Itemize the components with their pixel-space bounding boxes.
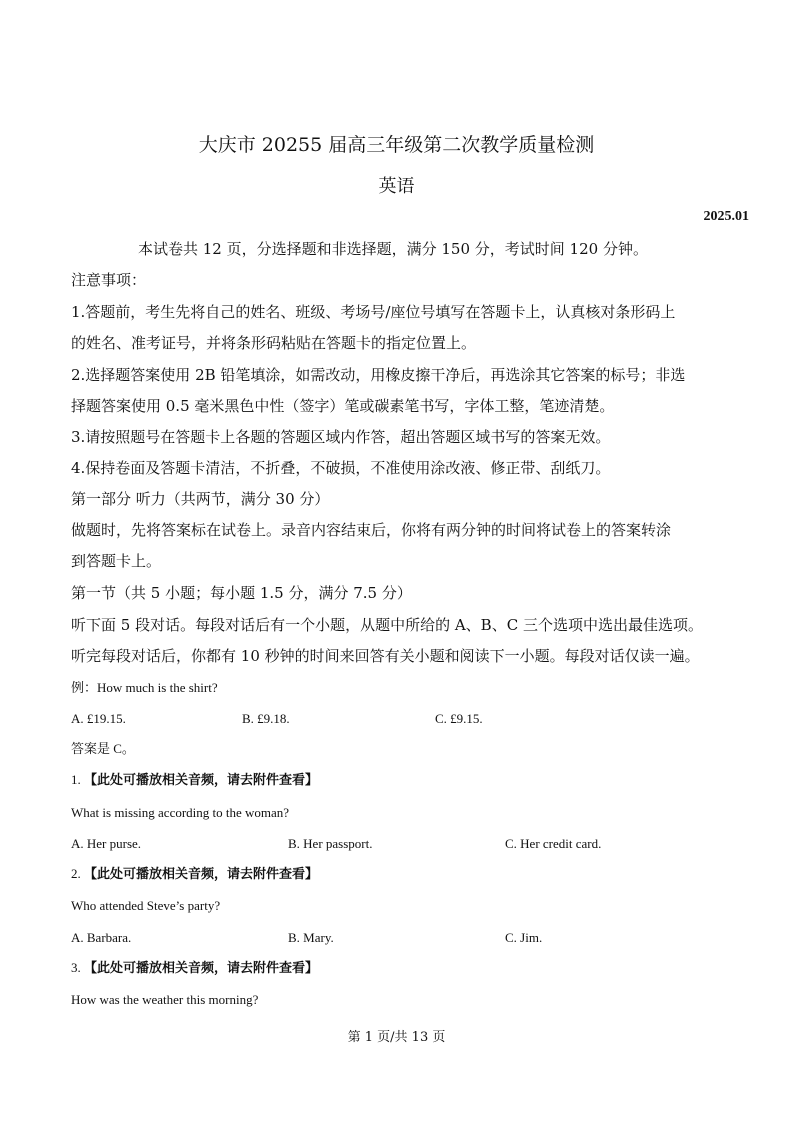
notice-line-2: 的姓名、准考证号，并将条形码粘贴在答题卡的指定位置上。 — [71, 334, 477, 352]
exam-subject: 英语 — [378, 176, 415, 197]
part1-title: 第一部分 听力（共两节，满分 30 分） — [71, 490, 330, 508]
part1-instruction-1: 做题时，先将答案标在试卷上。录音内容结束后，你将有两分钟的时间将试卷上的答案转涂 — [71, 521, 672, 539]
section1-title: 第一节（共 5 小题；每小题 1.5 分，满分 7.5 分） — [71, 584, 412, 602]
question-2-option-a: A. Barbara. — [71, 930, 132, 945]
question-3-audio-note[interactable]: 【此处可播放相关音频，请去附件查看】 — [84, 961, 319, 976]
question-1-audio-note[interactable]: 【此处可播放相关音频，请去附件查看】 — [84, 773, 319, 788]
question-2-option-c: C. Jim. — [505, 930, 543, 945]
question-1-option-b: B. Her passport. — [288, 836, 373, 851]
page-footer: 第 1 页/共 13 页 — [347, 1030, 446, 1045]
notice-line-1: 1.答题前，考生先将自己的姓名、班级、考场号/座位号填写在答题卡上，认真核对条形码上 — [71, 303, 676, 321]
part1-instruction-2: 到答题卡上。 — [71, 552, 162, 570]
intro-text: 本试卷共 12 页，分选择题和非选择题，满分 150 分，考试时间 120 分钟。 — [138, 240, 648, 258]
question-1-number: 1. — [71, 772, 81, 787]
question-1-option-c: C. Her credit card. — [505, 836, 602, 851]
example-option-b: B. £9.18. — [242, 711, 290, 726]
question-3-header — [71, 960, 318, 977]
notice-line-3: 2.选择题答案使用 2B 铅笔填涂，如需改动，用橡皮擦干净后，再选涂其它答案的标号；非选 — [71, 366, 686, 384]
exam-title: 大庆市 20255 届高三年级第二次教学质量检测 — [198, 134, 595, 156]
notice-line-5: 3.请按照题号在答题卡上各题的答题区域内作答，超出答题区域书写的答案无效。 — [71, 428, 611, 446]
question-3-number: 3. — [71, 960, 81, 975]
question-2-number: 2. — [71, 866, 81, 881]
notice-line-4: 择题答案使用 0.5 毫米黑色中性（签字）笔或碳素笔书写，字体工整，笔迹清楚。 — [71, 397, 615, 415]
example-answer: 答案是 C。 — [71, 741, 135, 756]
example-question: 例：How much is the shirt? — [71, 680, 218, 695]
question-1-option-a: A. Her purse. — [71, 836, 142, 851]
question-2-header — [71, 866, 318, 883]
notice-title: 注意事项： — [71, 271, 147, 289]
example-option-a: A. £19.15. — [71, 711, 126, 726]
question-2-text: Who attended Steve’s party? — [71, 898, 221, 913]
question-2-option-b: B. Mary. — [288, 930, 334, 945]
question-1-header — [71, 772, 318, 789]
question-2-audio-note[interactable]: 【此处可播放相关音频，请去附件查看】 — [84, 867, 319, 882]
section1-instruction-2: 听完每段对话后，你都有 10 秒钟的时间来回答有关小题和阅读下一小题。每段对话仅读一遍。 — [71, 647, 700, 665]
exam-date: 2025.01 — [703, 209, 749, 224]
question-1-text: What is missing according to the woman? — [71, 805, 290, 820]
question-3-text: How was the weather this morning? — [71, 992, 259, 1007]
example-option-c: C. £9.15. — [435, 711, 483, 726]
notice-line-6: 4.保持卷面及答题卡清洁，不折叠，不破损，不准使用涂改液、修正带、刮纸刀。 — [71, 459, 611, 477]
section1-instruction-1: 听下面 5 段对话。每段对话后有一个小题，从题中所给的 A、B、C 三个选项中选出最佳选项。 — [71, 616, 703, 634]
